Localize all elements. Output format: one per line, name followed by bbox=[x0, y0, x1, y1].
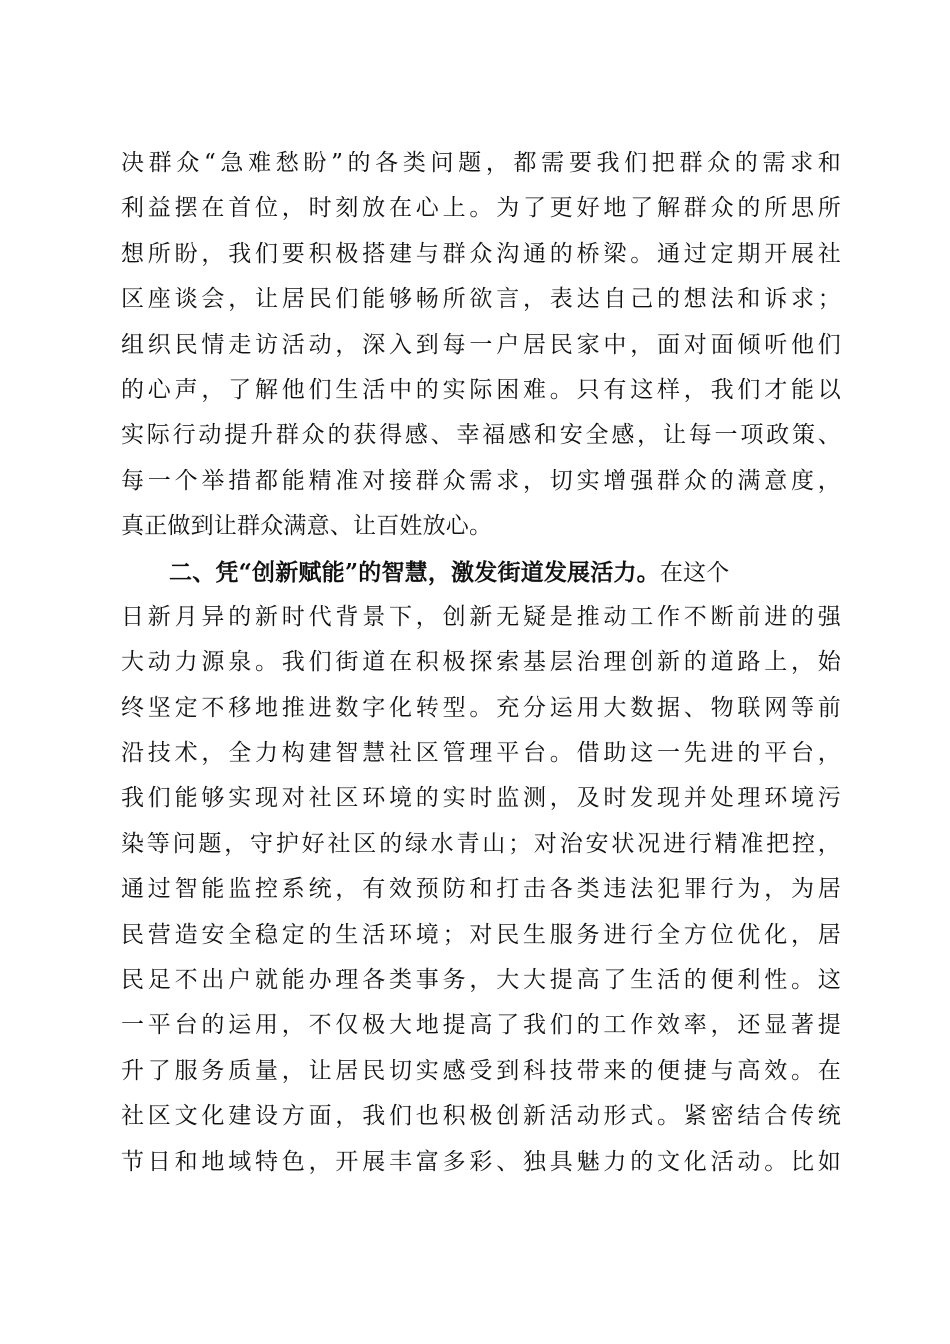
text-line: 的心声，了解他们生活中的实际困难。只有这样，我们才能以 bbox=[121, 376, 841, 403]
text-line: 决群众“急难愁盼”的各类问题，都需要我们把群众的需求和 bbox=[121, 150, 841, 176]
section-heading: 二、凭“创新赋能”的智慧，激发街道发展活力。 bbox=[169, 558, 660, 586]
text-line: 通过智能监控系统，有效预防和打击各类违法犯罪行为，为居 bbox=[121, 876, 841, 903]
text-line: 大动力源泉。我们街道在积极探索基层治理创新的道路上，始 bbox=[121, 649, 841, 676]
text-line: 组织民情走访活动，深入到每一户居民家中，面对面倾听他们 bbox=[121, 331, 841, 358]
text-line: 每一个举措都能精准对接群众需求，切实增强群众的满意度， bbox=[121, 467, 841, 494]
text-line: 社区文化建设方面，我们也积极创新活动形式。紧密结合传统 bbox=[121, 1103, 841, 1130]
text-line: 沿技术，全力构建智慧社区管理平台。借助这一先进的平台， bbox=[121, 740, 841, 767]
text-line: 想所盼，我们要积极搭建与群众沟通的桥梁。通过定期开展社 bbox=[121, 240, 841, 267]
text-line: 染等问题，守护好社区的绿水青山；对治安状况进行精准把控， bbox=[121, 830, 841, 857]
text-line: 民营造安全稳定的生活环境；对民生服务进行全方位优化，居 bbox=[121, 921, 841, 948]
text-line: 民足不出户就能办理各类事务，大大提高了生活的便利性。这 bbox=[121, 967, 841, 994]
text-line: 节日和地域特色，开展丰富多彩、独具魅力的文化活动。比如 bbox=[121, 1148, 841, 1175]
text-line: 我们能够实现对社区环境的实时监测，及时发现并处理环境污 bbox=[121, 785, 841, 812]
text-line: 一平台的运用，不仅极大地提高了我们的工作效率，还显著提 bbox=[121, 1012, 841, 1039]
text-line: 升了服务质量，让居民切实感受到科技带来的便捷与高效。在 bbox=[121, 1057, 841, 1084]
text-line: 区座谈会，让居民们能够畅所欲言，表达自己的想法和诉求； bbox=[121, 286, 841, 313]
text-line: 日新月异的新时代背景下，创新无疑是推动工作不断前进的强 bbox=[121, 603, 841, 630]
section-heading-line bbox=[121, 550, 841, 595]
text-line: 利益摆在首位，时刻放在心上。为了更好地了解群众的所思所 bbox=[121, 195, 841, 222]
text-run: 在这个 bbox=[659, 559, 730, 586]
text-line: 实际行动提升群众的获得感、幸福感和安全感，让每一项政策、 bbox=[121, 422, 841, 449]
body-text bbox=[121, 141, 841, 1185]
text-line: 真正做到让群众满意、让百姓放心。 bbox=[121, 513, 493, 540]
text-line: 终坚定不移地推进数字化转型。充分运用大数据、物联网等前 bbox=[121, 694, 841, 721]
